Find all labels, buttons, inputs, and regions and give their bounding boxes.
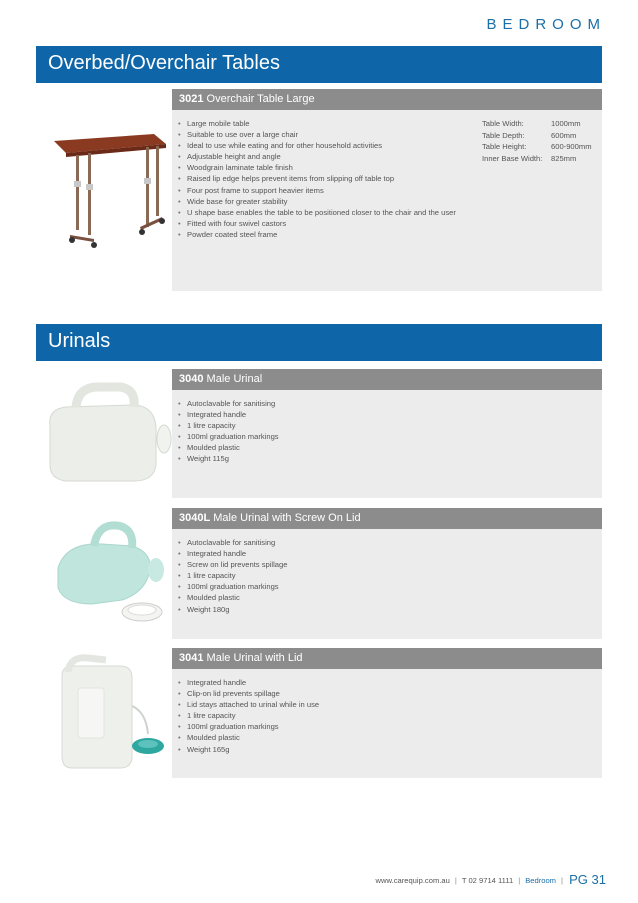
section-banner-tables: Overbed/Overchair Tables bbox=[36, 46, 602, 83]
list-item: • U shape base enables the table to be positioned closer to the chair and the user bbox=[178, 207, 456, 218]
product-photo-male-urinal bbox=[36, 369, 172, 498]
footer-separator: | bbox=[561, 876, 563, 885]
list-item: • 100ml graduation markings bbox=[178, 721, 319, 732]
list-item: • 1 litre capacity bbox=[178, 570, 287, 581]
list-item: • Moulded plastic bbox=[178, 442, 279, 453]
product-heading bbox=[172, 369, 602, 390]
list-item: • 1 litre capacity bbox=[178, 420, 279, 431]
footer-category: Bedroom bbox=[525, 876, 557, 885]
list-item: • 100ml graduation markings bbox=[178, 431, 279, 442]
footer-phone: T 02 9714 1111 bbox=[461, 876, 514, 885]
product-photo-urinal-screw-lid bbox=[36, 508, 172, 639]
list-item: • Wide base for greater stability bbox=[178, 196, 456, 207]
spec-table bbox=[482, 118, 592, 164]
list-item: • Ideal to use while eating and for other household activities bbox=[178, 140, 456, 151]
spec-label: Table Width: bbox=[482, 119, 524, 128]
product-photo-urinal-with-lid bbox=[36, 648, 172, 778]
list-item: • Clip-on lid prevents spillage bbox=[178, 688, 319, 699]
list-item: • Moulded plastic bbox=[178, 732, 319, 743]
list-item: • Weight 165g bbox=[178, 744, 319, 755]
product-heading bbox=[172, 648, 602, 669]
list-item: • Powder coated steel frame bbox=[178, 229, 456, 240]
page-number: PG 31 bbox=[569, 872, 606, 887]
product-code: 3040 bbox=[179, 373, 204, 385]
spec-row bbox=[482, 130, 592, 142]
footer-website[interactable]: www.carequip.com.au bbox=[375, 876, 450, 885]
list-item: • Fitted with four swivel castors bbox=[178, 218, 456, 229]
list-item: • Moulded plastic bbox=[178, 592, 287, 603]
product-card-3040L bbox=[36, 508, 602, 639]
list-item: • Weight 180g bbox=[178, 604, 287, 615]
product-card-3021 bbox=[36, 89, 602, 291]
list-item: • Raised lip edge helps prevent items from slipping off table top bbox=[178, 173, 456, 184]
spec-value: 600mm bbox=[551, 130, 577, 140]
spec-row bbox=[482, 141, 592, 153]
list-item: • Screw on lid prevents spillage bbox=[178, 559, 287, 570]
feature-list bbox=[178, 537, 287, 615]
page-footer bbox=[0, 872, 638, 890]
list-item: • Autoclavable for sanitising bbox=[178, 537, 287, 548]
product-code: 3041 bbox=[179, 652, 204, 664]
spec-label: Inner Base Width: bbox=[482, 153, 543, 163]
spec-row bbox=[482, 118, 592, 130]
footer-separator: | bbox=[518, 876, 521, 885]
product-photo-overchair-table bbox=[36, 89, 172, 291]
section-banner-urinals: Urinals bbox=[36, 324, 602, 361]
list-item: • Adjustable height and angle bbox=[178, 151, 456, 162]
feature-list bbox=[178, 118, 456, 240]
list-item: • 1 litre capacity bbox=[178, 710, 319, 721]
feature-list bbox=[178, 677, 319, 755]
list-item: • Four post frame to support heavier items bbox=[178, 185, 456, 196]
list-item: • Woodgrain laminate table finish bbox=[178, 162, 456, 173]
list-item: • Large mobile table bbox=[178, 118, 456, 129]
footer-contact bbox=[376, 876, 568, 885]
section-tag: BEDROOM bbox=[486, 16, 606, 33]
list-item: • Suitable to use over a large chair bbox=[178, 129, 456, 140]
spec-value: 600-900mm bbox=[551, 142, 592, 152]
spec-value: 825mm bbox=[551, 153, 577, 163]
spec-label: Table Depth: bbox=[482, 130, 525, 140]
spec-row bbox=[482, 153, 592, 165]
list-item: • Integrated handle bbox=[178, 409, 279, 420]
product-name: Male Urinal with Screw On Lid bbox=[213, 512, 361, 524]
list-item: • 100ml graduation markings bbox=[178, 581, 287, 592]
list-item: • Weight 115g bbox=[178, 453, 279, 464]
product-name: Male Urinal bbox=[206, 373, 263, 385]
list-item: • Autoclavable for sanitising bbox=[178, 398, 279, 409]
product-name: Male Urinal with Lid bbox=[206, 652, 303, 664]
list-item: • Integrated handle bbox=[178, 677, 319, 688]
list-item: • Integrated handle bbox=[178, 548, 287, 559]
spec-value: 1000mm bbox=[551, 119, 581, 128]
footer-separator: | bbox=[454, 876, 457, 885]
feature-list bbox=[178, 398, 279, 465]
product-heading bbox=[172, 89, 602, 110]
spec-label: Table Height: bbox=[482, 142, 527, 152]
product-code: 3021 bbox=[179, 93, 204, 105]
product-card-3040 bbox=[36, 369, 602, 498]
list-item: • Lid stays attached to urinal while in use bbox=[178, 699, 319, 710]
product-heading bbox=[172, 508, 602, 529]
product-code: 3040L bbox=[179, 512, 211, 524]
product-name: Overchair Table Large bbox=[206, 93, 315, 105]
product-card-3041 bbox=[36, 648, 602, 778]
